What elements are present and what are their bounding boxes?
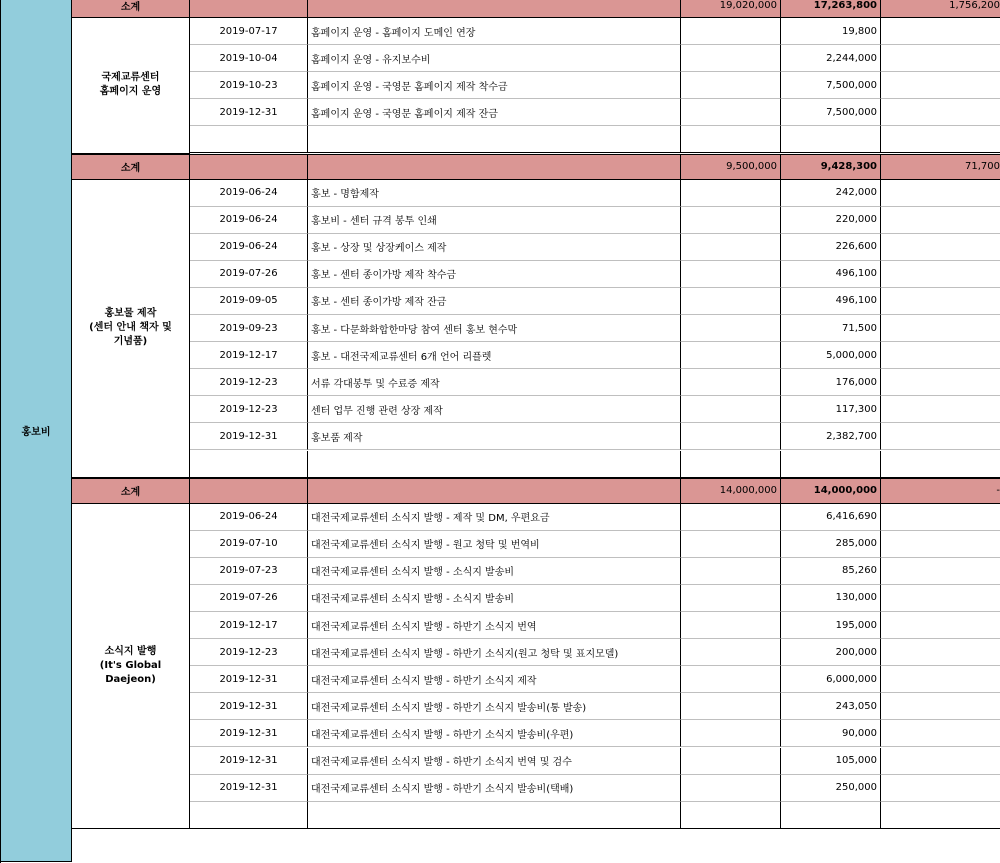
group-name: 홍보물 제작 (센터 안내 책자 및 기념품) [89, 308, 172, 348]
blank-row [72, 451, 1000, 478]
amount-cell[interactable] [781, 748, 881, 775]
amount-cell[interactable] [781, 288, 881, 315]
amount-cell-text: 285,000 [835, 538, 877, 550]
budget-cell[interactable] [681, 18, 781, 45]
amount-cell[interactable] [781, 261, 881, 288]
subtotal-row [72, 0, 1000, 18]
description-cell[interactable] [308, 99, 681, 126]
table-row [72, 531, 1000, 558]
budget-cell[interactable] [681, 639, 781, 666]
subtotal-spent[interactable] [781, 154, 881, 180]
amount-cell[interactable] [781, 585, 881, 612]
date-cell[interactable] [190, 504, 308, 531]
budget-cell[interactable] [681, 504, 781, 531]
subtotal-label[interactable] [72, 0, 190, 18]
subtotal-balance-text: 1,756,200 [949, 0, 1000, 11]
empty-cell[interactable] [190, 126, 308, 153]
date-cell-text: 2019-07-10 [219, 538, 278, 550]
date-cell[interactable] [190, 207, 308, 234]
date-cell-text: 2019-09-23 [219, 322, 278, 334]
balance-cell[interactable] [881, 531, 1000, 558]
description-cell-text: 홍보 - 명함제작 [311, 189, 379, 201]
amount-cell-text: 200,000 [835, 646, 877, 658]
subtotal-budget[interactable] [681, 0, 781, 18]
subtotal-row [72, 478, 1000, 504]
amount-cell[interactable] [781, 99, 881, 126]
subtotal-empty-cell[interactable] [308, 0, 681, 18]
amount-cell-text: 90,000 [842, 727, 877, 739]
amount-cell[interactable] [781, 504, 881, 531]
amount-cell[interactable] [781, 18, 881, 45]
description-cell-text: 홍보 - 상장 및 상장케이스 제작 [311, 243, 447, 255]
description-cell[interactable] [308, 18, 681, 45]
table-row [72, 558, 1000, 585]
subtotal-label-text: 소계 [120, 1, 141, 13]
amount-cell[interactable] [781, 612, 881, 639]
description-cell-text: 대전국제교류센터 소식지 발행 - 하반기 소식지 번역 [311, 621, 537, 633]
date-cell[interactable] [190, 315, 308, 342]
date-cell[interactable] [190, 639, 308, 666]
empty-cell[interactable] [781, 451, 881, 478]
date-cell[interactable] [190, 18, 308, 45]
balance-cell[interactable] [881, 775, 1000, 802]
table-row [72, 666, 1000, 693]
budget-cell[interactable] [681, 775, 781, 802]
date-cell-text: 2019-12-31 [219, 673, 278, 685]
date-cell[interactable] [190, 558, 308, 585]
table-row [72, 775, 1000, 802]
amount-cell-text: 220,000 [835, 214, 877, 226]
empty-cell[interactable] [308, 126, 681, 153]
date-cell[interactable] [190, 666, 308, 693]
empty-cell[interactable] [681, 126, 781, 153]
subtotal-spent[interactable] [781, 478, 881, 504]
date-cell[interactable] [190, 585, 308, 612]
description-cell-text: 홈페이지 운영 - 유지보수비 [311, 54, 431, 66]
amount-cell[interactable] [781, 423, 881, 450]
amount-cell-text: 6,000,000 [826, 673, 877, 685]
amount-cell[interactable] [781, 558, 881, 585]
amount-cell[interactable] [781, 207, 881, 234]
balance-cell[interactable] [881, 315, 1000, 342]
subtotal-budget-text: 9,500,000 [726, 161, 777, 172]
description-cell-text: 대전국제교류센터 소식지 발행 - 제작 및 DM, 우편요금 [311, 513, 550, 525]
description-cell-text: 대전국제교류센터 소식지 발행 - 하반기 소식지 발송비(통 발송) [311, 702, 587, 714]
balance-cell[interactable] [881, 612, 1000, 639]
subtotal-balance[interactable] [881, 478, 1000, 504]
date-cell-text: 2019-06-24 [219, 511, 278, 523]
date-cell-text: 2019-12-17 [219, 619, 278, 631]
amount-cell-text: 2,382,700 [826, 430, 877, 442]
description-cell-text: 홍보 - 다문화화합한마당 참여 센터 홍보 현수막 [311, 324, 518, 336]
balance-cell[interactable] [881, 207, 1000, 234]
description-cell-text: 홍보 - 대전국제교류센터 6개 언어 리플렛 [311, 351, 492, 363]
group-name: 국제교류센터 홈페이지 운영 [99, 72, 162, 98]
description-cell-text: 대전국제교류센터 소식지 발행 - 원고 청탁 및 번역비 [311, 540, 540, 552]
balance-cell[interactable] [881, 558, 1000, 585]
budget-cell[interactable] [681, 288, 781, 315]
budget-cell[interactable] [681, 45, 781, 72]
table-row [72, 18, 1000, 45]
balance-cell[interactable] [881, 423, 1000, 450]
description-cell-text: 홍보 - 센터 종이가방 제작 착수금 [311, 270, 457, 282]
budget-cell[interactable] [681, 99, 781, 126]
amount-cell-text: 226,600 [835, 241, 877, 253]
balance-cell[interactable] [881, 369, 1000, 396]
subtotal-spent[interactable] [781, 0, 881, 18]
budget-cell[interactable] [681, 423, 781, 450]
amount-cell-text: 71,500 [842, 322, 877, 334]
amount-cell[interactable] [781, 720, 881, 747]
amount-cell[interactable] [781, 72, 881, 99]
date-cell-text: 2019-12-17 [219, 349, 278, 361]
subtotal-budget[interactable] [681, 154, 781, 180]
amount-cell-text: 195,000 [835, 619, 877, 631]
budget-cell[interactable] [681, 666, 781, 693]
date-cell[interactable] [190, 396, 308, 423]
description-cell-text: 홍보비 - 센터 규격 봉투 인쇄 [311, 216, 437, 228]
description-cell-text: 홈페이지 운영 - 홈페이지 도메인 연장 [311, 27, 476, 39]
amount-cell-text: 176,000 [835, 376, 877, 388]
subtotal-empty-cell[interactable] [190, 478, 308, 504]
subtotal-spent-text: 9,428,300 [820, 161, 877, 172]
date-cell-text: 2019-09-05 [219, 295, 278, 307]
empty-cell[interactable] [881, 802, 1000, 829]
amount-cell[interactable] [781, 396, 881, 423]
description-cell-text: 대전국제교류센터 소식지 발행 - 소식지 발송비 [311, 594, 515, 606]
date-cell-text: 2019-07-17 [219, 25, 278, 37]
date-cell-text: 2019-07-26 [219, 592, 278, 604]
description-cell-text: 홍보품 제작 [311, 432, 363, 444]
description-cell[interactable] [308, 342, 681, 369]
balance-cell[interactable] [881, 693, 1000, 720]
budget-cell[interactable] [681, 315, 781, 342]
amount-cell-text: 105,000 [835, 755, 877, 767]
empty-cell[interactable] [781, 126, 881, 153]
table-row [72, 639, 1000, 666]
amount-cell-text: 19,800 [842, 25, 877, 37]
balance-cell[interactable] [881, 72, 1000, 99]
amount-cell-text: 7,500,000 [826, 106, 877, 118]
amount-cell[interactable] [781, 693, 881, 720]
date-cell-text: 2019-12-31 [219, 727, 278, 739]
amount-cell-text: 7,500,000 [826, 79, 877, 91]
budget-cell[interactable] [681, 558, 781, 585]
budget-cell[interactable] [681, 261, 781, 288]
balance-cell[interactable] [881, 261, 1000, 288]
description-cell-text: 센터 업무 진행 관련 상장 제작 [311, 405, 443, 417]
table-row [72, 748, 1000, 775]
empty-cell[interactable] [881, 451, 1000, 478]
budget-cell[interactable] [681, 748, 781, 775]
amount-cell-text: 242,000 [835, 187, 877, 199]
description-cell-text: 대전국제교류센터 소식지 발행 - 하반기 소식지 발송비(우편) [311, 729, 574, 741]
description-cell[interactable] [308, 639, 681, 666]
category-label: 홍보비 [21, 427, 51, 438]
balance-cell[interactable] [881, 99, 1000, 126]
subtotal-spent-text: 14,000,000 [813, 485, 877, 497]
description-cell[interactable] [308, 585, 681, 612]
balance-cell[interactable] [881, 396, 1000, 423]
date-cell-text: 2019-06-24 [219, 187, 278, 199]
empty-cell[interactable] [190, 451, 308, 478]
date-cell[interactable] [190, 261, 308, 288]
balance-cell[interactable] [881, 342, 1000, 369]
description-cell-text: 대전국제교류센터 소식지 발행 - 하반기 소식지 발송비(택배) [311, 784, 574, 796]
empty-cell[interactable] [681, 802, 781, 829]
description-cell[interactable] [308, 207, 681, 234]
budget-cell[interactable] [681, 342, 781, 369]
description-cell[interactable] [308, 396, 681, 423]
amount-cell-text: 496,100 [835, 295, 877, 307]
amount-cell[interactable] [781, 639, 881, 666]
table-row [72, 288, 1000, 315]
subtotal-empty-cell[interactable] [308, 478, 681, 504]
description-cell[interactable] [308, 666, 681, 693]
group-name: 소식지 발행 (It's Global Daejeon) [99, 645, 162, 685]
budget-cell[interactable] [681, 720, 781, 747]
empty-cell[interactable] [308, 451, 681, 478]
table-row [72, 180, 1000, 207]
budget-cell[interactable] [681, 207, 781, 234]
table-row [72, 261, 1000, 288]
subtotal-balance-text: 71,700 [965, 161, 1000, 172]
date-cell[interactable] [190, 180, 308, 207]
description-cell[interactable] [308, 369, 681, 396]
subtotal-label[interactable] [72, 478, 190, 504]
subtotal-balance[interactable] [881, 0, 1000, 18]
table-row [72, 369, 1000, 396]
amount-cell-text: 6,416,690 [826, 511, 877, 523]
date-cell[interactable] [190, 99, 308, 126]
date-cell-text: 2019-10-04 [219, 52, 278, 64]
table-row [72, 72, 1000, 99]
amount-cell[interactable] [781, 180, 881, 207]
table-row [72, 720, 1000, 747]
balance-cell[interactable] [881, 585, 1000, 612]
date-cell[interactable] [190, 423, 308, 450]
budget-cell[interactable] [681, 180, 781, 207]
date-cell-text: 2019-06-24 [219, 214, 278, 226]
budget-cell[interactable] [681, 234, 781, 261]
table-row [72, 234, 1000, 261]
date-cell-text: 2019-10-23 [219, 79, 278, 91]
subtotal-label-text: 소계 [120, 487, 141, 499]
budget-cell[interactable] [681, 72, 781, 99]
amount-cell[interactable] [781, 369, 881, 396]
budget-cell[interactable] [681, 396, 781, 423]
subtotal-budget-text: 14,000,000 [719, 485, 777, 497]
description-cell-text: 대전국제교류센터 소식지 발행 - 하반기 소식지(원고 청탁 및 표지모델) [311, 648, 619, 660]
date-cell[interactable] [190, 342, 308, 369]
amount-cell[interactable] [781, 342, 881, 369]
description-cell[interactable] [308, 612, 681, 639]
amount-cell[interactable] [781, 45, 881, 72]
description-cell-text: 대전국제교류센터 소식지 발행 - 하반기 소식지 제작 [311, 675, 537, 687]
empty-cell[interactable] [681, 451, 781, 478]
table-row [72, 612, 1000, 639]
table-row [72, 585, 1000, 612]
subtotal-label-text: 소계 [120, 163, 141, 174]
description-cell[interactable] [308, 748, 681, 775]
date-cell-text: 2019-12-31 [219, 700, 278, 712]
date-cell-text: 2019-07-23 [219, 565, 278, 577]
table-row [72, 396, 1000, 423]
description-cell-text: 서류 각대봉투 및 수료증 제작 [311, 378, 440, 390]
subtotal-budget[interactable] [681, 478, 781, 504]
date-cell-text: 2019-12-23 [219, 376, 278, 388]
table-row [72, 207, 1000, 234]
empty-cell[interactable] [881, 126, 1000, 153]
date-cell[interactable] [190, 369, 308, 396]
group-name-cell[interactable] [72, 18, 190, 154]
empty-cell[interactable] [781, 802, 881, 829]
description-cell[interactable] [308, 558, 681, 585]
table-row [72, 99, 1000, 126]
balance-cell[interactable] [881, 18, 1000, 45]
table-row [72, 423, 1000, 450]
amount-cell-text: 496,100 [835, 268, 877, 280]
table-row [72, 315, 1000, 342]
table-row [72, 342, 1000, 369]
date-cell-text: 2019-06-24 [219, 241, 278, 253]
budget-cell[interactable] [681, 693, 781, 720]
balance-cell[interactable] [881, 45, 1000, 72]
amount-cell-text: 85,260 [842, 565, 877, 577]
blank-row [72, 126, 1000, 153]
subtotal-empty-cell[interactable] [190, 154, 308, 180]
date-cell-text: 2019-12-23 [219, 646, 278, 658]
amount-cell[interactable] [781, 666, 881, 693]
date-cell[interactable] [190, 693, 308, 720]
budget-cell[interactable] [681, 531, 781, 558]
subtotal-budget-text: 19,020,000 [719, 0, 777, 11]
date-cell[interactable] [190, 45, 308, 72]
blank-row [72, 802, 1000, 829]
description-cell[interactable] [308, 504, 681, 531]
balance-cell[interactable] [881, 234, 1000, 261]
amount-cell[interactable] [781, 234, 881, 261]
description-cell-text: 홍보 - 센터 종이가방 제작 잔금 [311, 297, 447, 309]
description-cell[interactable] [308, 775, 681, 802]
date-cell-text: 2019-12-31 [219, 106, 278, 118]
balance-cell[interactable] [881, 720, 1000, 747]
date-cell-text: 2019-12-31 [219, 755, 278, 767]
date-cell-text: 2019-12-23 [219, 403, 278, 415]
table-row [72, 504, 1000, 531]
balance-cell[interactable] [881, 639, 1000, 666]
empty-cell[interactable] [308, 802, 681, 829]
description-cell[interactable] [308, 261, 681, 288]
date-cell[interactable] [190, 775, 308, 802]
date-cell-text: 2019-12-31 [219, 430, 278, 442]
amount-cell-text: 5,000,000 [826, 349, 877, 361]
date-cell[interactable] [190, 748, 308, 775]
amount-cell[interactable] [781, 775, 881, 802]
group-name-cell[interactable] [72, 504, 190, 829]
description-cell-text: 대전국제교류센터 소식지 발행 - 소식지 발송비 [311, 567, 515, 579]
description-cell[interactable] [308, 531, 681, 558]
subtotal-label[interactable] [72, 154, 190, 180]
amount-cell-text: 130,000 [835, 592, 877, 604]
balance-cell[interactable] [881, 288, 1000, 315]
subtotal-balance[interactable] [881, 154, 1000, 180]
description-cell[interactable] [308, 315, 681, 342]
table-row [72, 693, 1000, 720]
subtotal-balance-text: - [996, 485, 1000, 497]
amount-cell[interactable] [781, 315, 881, 342]
date-cell-text: 2019-07-26 [219, 268, 278, 280]
amount-cell-text: 243,050 [835, 700, 877, 712]
description-cell[interactable] [308, 45, 681, 72]
description-cell[interactable] [308, 72, 681, 99]
subtotal-empty-cell[interactable] [308, 154, 681, 180]
date-cell[interactable] [190, 288, 308, 315]
date-cell[interactable] [190, 531, 308, 558]
category-cell[interactable] [1, 0, 72, 862]
description-cell-text: 홈페이지 운영 - 국영문 홈페이지 제작 착수금 [311, 81, 508, 93]
amount-cell-text: 2,244,000 [826, 52, 877, 64]
balance-cell[interactable] [881, 666, 1000, 693]
date-cell[interactable] [190, 234, 308, 261]
table-row [72, 45, 1000, 72]
balance-cell[interactable] [881, 748, 1000, 775]
balance-cell[interactable] [881, 504, 1000, 531]
amount-cell[interactable] [781, 531, 881, 558]
description-cell[interactable] [308, 693, 681, 720]
amount-cell-text: 250,000 [835, 782, 877, 794]
description-cell-text: 홈페이지 운영 - 국영문 홈페이지 제작 잔금 [311, 108, 498, 120]
budget-cell[interactable] [681, 369, 781, 396]
description-cell[interactable] [308, 180, 681, 207]
date-cell[interactable] [190, 720, 308, 747]
subtotal-row [72, 154, 1000, 180]
description-cell[interactable] [308, 423, 681, 450]
date-cell-text: 2019-12-31 [219, 782, 278, 794]
description-cell-text: 대전국제교류센터 소식지 발행 - 하반기 소식지 번역 및 검수 [311, 757, 572, 769]
balance-cell[interactable] [881, 180, 1000, 207]
budget-cell[interactable] [681, 612, 781, 639]
description-cell[interactable] [308, 720, 681, 747]
empty-cell[interactable] [190, 802, 308, 829]
description-cell[interactable] [308, 288, 681, 315]
subtotal-empty-cell[interactable] [190, 0, 308, 18]
budget-cell[interactable] [681, 585, 781, 612]
subtotal-spent-text: 17,263,800 [813, 0, 877, 11]
date-cell[interactable] [190, 612, 308, 639]
description-cell[interactable] [308, 234, 681, 261]
date-cell[interactable] [190, 72, 308, 99]
amount-cell-text: 117,300 [835, 403, 877, 415]
group-name-cell[interactable] [72, 180, 190, 478]
